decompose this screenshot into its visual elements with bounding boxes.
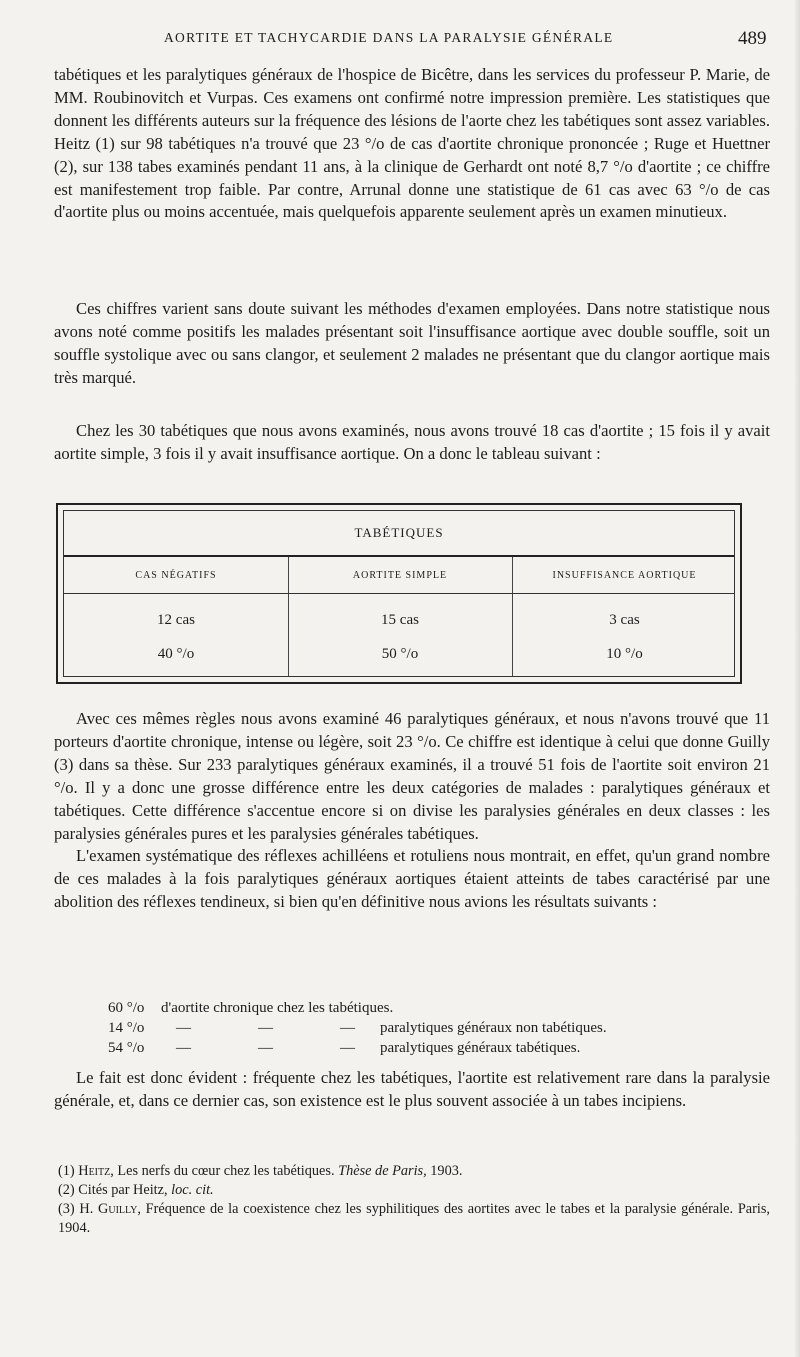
paragraph-3: [54, 420, 770, 466]
result-percent: 60 °/o: [108, 1000, 145, 1016]
table-cell-count: 3 cas: [609, 612, 640, 628]
result-text: paralytiques généraux non tabétiques.: [380, 1020, 607, 1036]
column-header-aortite-simple: AORTITE SIMPLE: [352, 570, 448, 581]
table-cell-count: 15 cas: [381, 612, 419, 628]
result-text: d'aortite chronique chez les tabétiques.: [161, 1000, 394, 1016]
paragraph-2: [54, 298, 770, 390]
footnote-source: loc. cit.: [171, 1182, 214, 1198]
table-title-rule: [64, 555, 734, 557]
table-header-rule: [64, 593, 734, 594]
column-header-insuffisance: INSUFFISANCE AORTIQUE: [552, 570, 697, 581]
result-percent: 54 °/o: [108, 1040, 145, 1056]
ditto-dash: —: [258, 1040, 273, 1056]
running-title: AORTITE ET TACHYCARDIE DANS LA PARALYSIE GÉNÉRALE: [164, 30, 614, 45]
footnote-text: Les nerfs du cœur chez les tabétiques.: [117, 1163, 335, 1179]
result-percent: 14 °/o: [108, 1020, 145, 1036]
footnote: [58, 1181, 770, 1200]
footnote-year: 1903.: [430, 1163, 463, 1179]
paragraph-text: L'examen systématique des réflexes achilléens et rotuliens nous montrait, en effet, qu'un grand nombre de ces malades à la fois paralytiques généraux aortiques étaient atteints de tabes caractérisé par une abolition des réflexes tendineux, si bien qu'en définitive nous avions les résultats suivants :: [54, 846, 770, 912]
footnote-text: Cités par Heitz,: [78, 1182, 168, 1198]
page-edge: [794, 0, 800, 1357]
footnote-marker: (3): [58, 1201, 75, 1217]
paragraph-text: Ces chiffres varient sans doute suivant les méthodes d'examen employées. Dans notre statistique nous avons noté comme positifs les malades présentant soit l'insuffisance aortique avec double souffle, soit un souffle systolique avec ou sans clangor, et seulement 2 malades ne présentant que du clangor aortique mais très marqué.: [54, 299, 770, 387]
paragraph-text: Chez les 30 tabétiques que nous avons examinés, nous avons trouvé 18 cas d'aortite ; 15 fois il y avait aortite simple, 3 fois il y avait insuffisance aortique. On a donc le tableau suivant :: [54, 421, 770, 463]
page-number: 489: [738, 28, 767, 49]
running-header: [0, 28, 800, 52]
paragraph-text: Le fait est donc évident : fréquente chez les tabétiques, l'aortite est relativement rare dans la paralysie générale, et, dans ce dernier cas, son existence est le plus souvent associée à un tabes incipiens.: [54, 1068, 770, 1110]
paragraph-5: [54, 1067, 770, 1113]
table-cell-percent: 50 °/o: [381, 646, 419, 662]
table-title: TABÉTIQUES: [354, 525, 444, 540]
footnote-source: Thèse de Paris,: [338, 1163, 427, 1179]
paragraph-1: [54, 64, 770, 224]
ditto-dash: —: [340, 1040, 355, 1056]
ditto-dash: —: [176, 1040, 191, 1056]
table-cell-percent: 10 °/o: [606, 646, 643, 662]
footnote-marker: (2): [58, 1182, 75, 1198]
table-cell-percent: 40 °/o: [157, 646, 195, 662]
footnote: [58, 1162, 770, 1181]
footnote-text: Fréquence de la coexistence chez les syphilitiques des aortites avec le tabes et la paralysie générale. Paris, 1904.: [58, 1201, 770, 1236]
paragraph-text: Avec ces mêmes règles nous avons examiné 46 paralytiques généraux, et nous n'avons trouvé que 11 porteurs d'aortite chronique, intense ou légère, soit 23 °/o. Ce chiffre est identique à celui que donne Guilly (3) dans sa thèse. Sur 233 paralytiques généraux examinés, il a trouvé 51 fois de l'aortite soit environ 21 °/o. Il y a donc une grosse différence entre les deux catégories de malades : paralytiques généraux et tabétiques. Cette différence s'accentue encore si on divise les paralysies générales en deux classes : les paralysies générales pures et les paralysies générales tabétiques.: [54, 709, 770, 843]
result-text: paralytiques généraux tabétiques.: [380, 1040, 581, 1056]
table-cell-count: 12 cas: [157, 612, 195, 628]
footnote: [58, 1200, 770, 1238]
footnote-author: Heitz,: [78, 1163, 114, 1179]
paragraph-text: tabétiques et les paralytiques généraux de l'hospice de Bicêtre, dans les services du professeur P. Marie, de MM. Roubinovitch et Vurpas. Ces examens ont confirmé notre impression première. Les statistiques que donnent les différents auteurs sur la fréquence des lésions de l'aorte chez les tabétiques sont assez variables. Heitz (1) sur 98 tabétiques n'a trouvé que 23 °/o de cas d'aortite chronique prononcée ; Ruge et Huettner (2), sur 138 tabes examinés pendant 11 ans, à la clinique de Gerhardt ont noté 8,7 °/o d'aortite ; ce chiffre est manifestement trop faible. Par contre, Arrunal donne une statistique de 61 cas avec 63 °/o de cas d'aortite plus ou moins accentuée, mais quelquefois apparente seulement après un examen minutieux.: [54, 65, 770, 222]
paragraph-4: [54, 708, 770, 914]
ditto-dash: —: [340, 1020, 355, 1036]
column-header-negatifs: CAS NÉGATIFS: [135, 570, 217, 581]
ditto-dash: —: [176, 1020, 191, 1036]
footnote-author: H. Guilly,: [79, 1201, 141, 1217]
tabetiques-table: [56, 503, 742, 684]
table-inner-frame: [63, 510, 735, 677]
ditto-dash: —: [258, 1020, 273, 1036]
footnotes: [58, 1162, 770, 1238]
footnote-marker: (1): [58, 1163, 75, 1179]
